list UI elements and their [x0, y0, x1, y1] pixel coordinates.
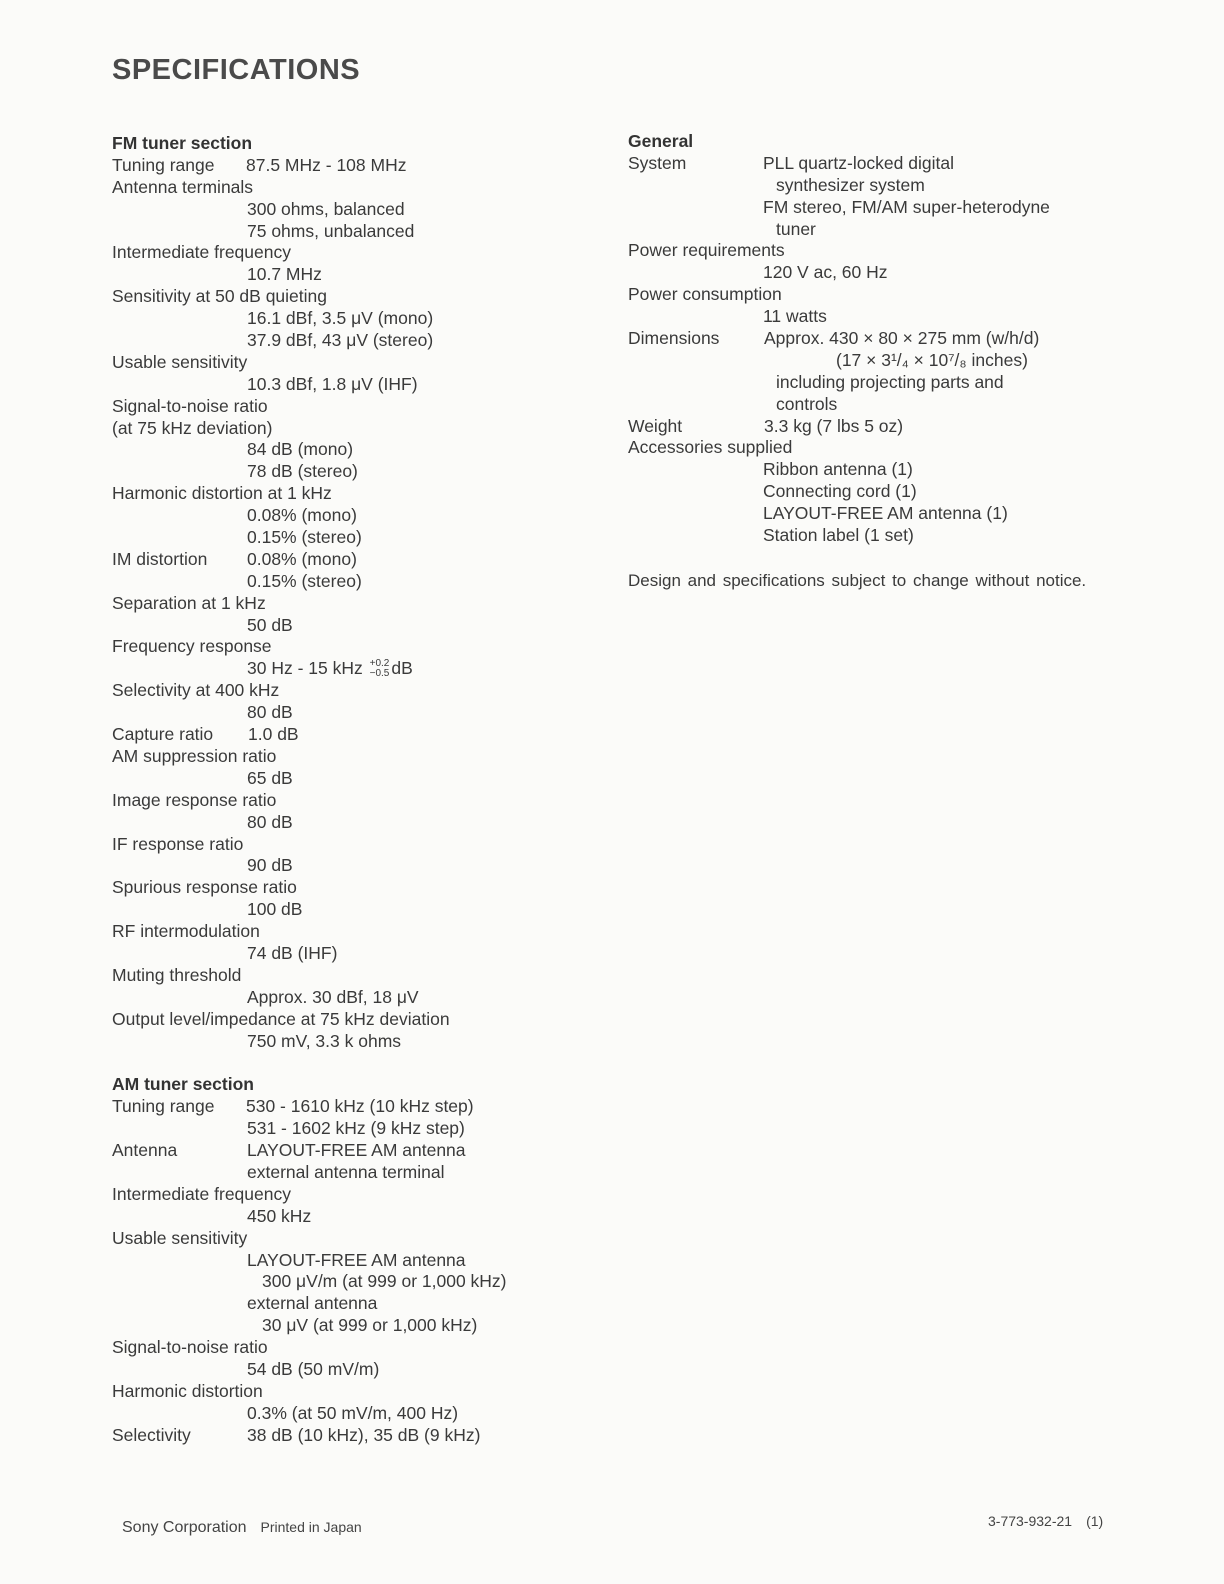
spec-label: Harmonic distortion at 1 kHz	[112, 483, 332, 504]
footer-left	[122, 1519, 362, 1537]
spec-value: (17 × 3¹/₄ × 10⁷/₈ inches)	[836, 349, 1028, 370]
spec-value: synthesizer system	[776, 174, 925, 195]
spec-label: Frequency response	[112, 636, 272, 657]
spec-label: Tuning range	[112, 154, 215, 175]
spec-value: 90 dB	[247, 855, 293, 876]
spec-value: 300 μV/m (at 999 or 1,000 kHz)	[262, 1271, 507, 1292]
spec-value: 0.08% (mono)	[247, 548, 357, 569]
spec-value: tuner	[776, 218, 816, 239]
spec-value: controls	[776, 393, 838, 414]
spec-value: 0.15% (stereo)	[247, 570, 362, 591]
spec-label: Intermediate frequency	[112, 1183, 291, 1204]
right-column	[628, 131, 1128, 592]
accessory-item: Connecting cord (1)	[763, 481, 917, 502]
fm-capture-ratio-row	[112, 724, 612, 746]
spec-label: Antenna terminals	[112, 176, 254, 197]
fm-im-distortion-row	[112, 549, 612, 571]
footer-right	[988, 1513, 1103, 1529]
spec-label: Output level/impedance at 75 kHz deviation	[112, 1008, 450, 1029]
spec-label: (at 75 kHz deviation)	[112, 417, 273, 438]
spec-value: 84 dB (mono)	[247, 439, 354, 460]
spec-label: IF response ratio	[112, 833, 244, 854]
spec-value: 38 dB (10 kHz), 35 dB (9 kHz)	[247, 1424, 481, 1445]
general-weight-row	[628, 416, 1128, 438]
spec-value: 750 mV, 3.3 k ohms	[247, 1030, 402, 1051]
spec-value: 0.08% (mono)	[247, 505, 357, 526]
spec-value: 75 ohms, unbalanced	[247, 220, 415, 241]
spec-value: 300 ohms, balanced	[247, 198, 405, 219]
spec-value: 30 Hz - 15 kHz	[247, 658, 363, 679]
fm-section-heading: FM tuner section	[112, 133, 253, 153]
spec-label: Power consumption	[628, 284, 782, 305]
accessory-item: LAYOUT-FREE AM antenna (1)	[763, 503, 1008, 524]
left-column	[112, 133, 612, 1447]
spec-label: Dimensions	[628, 328, 720, 349]
accessory-item: Ribbon antenna (1)	[763, 459, 913, 480]
spec-value: PLL quartz-locked digital	[763, 152, 954, 173]
tolerance	[370, 659, 390, 679]
spec-label: Weight	[628, 415, 683, 436]
spec-label: Image response ratio	[112, 789, 277, 810]
accessory-item: Station label (1 set)	[763, 525, 914, 546]
spec-label: Antenna	[112, 1140, 178, 1161]
spec-label: Accessories supplied	[628, 437, 793, 458]
spec-value: 120 V ac, 60 Hz	[763, 262, 888, 283]
spec-label: Separation at 1 kHz	[112, 592, 266, 613]
spec-value: 54 dB (50 mV/m)	[247, 1358, 380, 1379]
spec-value: 74 dB (IHF)	[247, 942, 338, 963]
am-section-heading: AM tuner section	[112, 1074, 254, 1095]
tolerance-minus: −0.5	[369, 667, 390, 679]
document-code: 3-773-932-21	[988, 1513, 1073, 1529]
am-antenna-row	[112, 1140, 612, 1162]
spec-label: Signal-to-noise ratio	[112, 1337, 268, 1358]
spec-label: Usable sensitivity	[112, 1227, 248, 1248]
am-selectivity-row	[112, 1425, 612, 1447]
spec-value: 30 μV (at 999 or 1,000 kHz)	[262, 1315, 478, 1336]
spec-value: 80 dB	[247, 811, 293, 832]
page-title: SPECIFICATIONS	[112, 54, 361, 86]
spec-label: Selectivity	[112, 1424, 191, 1445]
spec-value: 16.1 dBf, 3.5 μV (mono)	[247, 308, 434, 329]
spec-value: 530 - 1610 kHz (10 kHz step)	[246, 1096, 474, 1117]
spec-value: 37.9 dBf, 43 μV (stereo)	[247, 330, 434, 351]
spec-label: Selectivity at 400 kHz	[112, 680, 280, 701]
company-name: Sony Corporation	[122, 1519, 247, 1536]
spec-label: Spurious response ratio	[112, 877, 297, 898]
revision: (1)	[1086, 1513, 1104, 1529]
spec-value: 87.5 MHz - 108 MHz	[246, 154, 407, 175]
spec-label: Intermediate frequency	[112, 242, 291, 263]
fm-frequency-response-value	[112, 658, 612, 680]
general-section-heading: General	[628, 131, 694, 151]
spec-label: Tuning range	[112, 1096, 215, 1117]
spec-value: 50 dB	[247, 614, 293, 635]
spec-value: LAYOUT-FREE AM antenna	[247, 1140, 466, 1161]
spec-value: 65 dB	[247, 767, 293, 788]
spec-label: RF intermodulation	[112, 921, 260, 942]
spec-label: Usable sensitivity	[112, 351, 248, 372]
spec-value: 10.7 MHz	[247, 264, 322, 285]
spec-value: Approx. 30 dBf, 18 μV	[247, 986, 419, 1007]
spec-label: Signal-to-noise ratio	[112, 395, 268, 416]
spec-value: 80 dB	[247, 702, 293, 723]
spec-label: IM distortion	[112, 548, 208, 569]
spec-label: AM suppression ratio	[112, 745, 277, 766]
spec-label: Muting threshold	[112, 964, 242, 985]
general-dimensions-row	[628, 328, 1128, 350]
spec-label: Harmonic distortion	[112, 1380, 263, 1401]
spec-value: 78 dB (stereo)	[247, 461, 358, 482]
spec-value: 450 kHz	[247, 1205, 312, 1226]
am-tuning-range-row	[112, 1096, 612, 1118]
spec-value: external antenna terminal	[247, 1161, 445, 1182]
spec-value: 10.3 dBf, 1.8 μV (IHF)	[247, 373, 418, 394]
spec-value: 1.0 dB	[248, 724, 299, 745]
spec-value: external antenna	[247, 1293, 378, 1314]
spec-label: Capture ratio	[112, 724, 214, 745]
spec-label: Power requirements	[628, 240, 785, 261]
spec-value: 100 dB	[247, 899, 303, 920]
spec-value: 0.3% (at 50 mV/m, 400 Hz)	[247, 1402, 459, 1423]
spec-label: System	[628, 152, 687, 173]
spec-value: Approx. 430 × 80 × 275 mm (w/h/d)	[764, 328, 1040, 349]
spec-value: 11 watts	[763, 306, 827, 327]
spec-value: 3.3 kg (7 lbs 5 oz)	[764, 415, 904, 436]
spec-label: Sensitivity at 50 dB quieting	[112, 286, 327, 307]
printed-in: Printed in Japan	[260, 1519, 362, 1535]
spec-value: 0.15% (stereo)	[247, 527, 362, 548]
change-notice: Design and specifications subject to change without notice.	[628, 570, 1087, 590]
spec-value: including projecting parts and	[776, 371, 1004, 392]
spec-value: LAYOUT-FREE AM antenna	[247, 1249, 466, 1270]
unit: dB	[391, 658, 413, 679]
spec-value: FM stereo, FM/AM super-heterodyne	[763, 196, 1050, 217]
spec-value: 531 - 1602 kHz (9 kHz step)	[247, 1118, 465, 1139]
general-system-row	[628, 153, 1128, 175]
fm-tuning-range-row	[112, 155, 612, 177]
tolerance-plus: +0.2	[369, 657, 390, 669]
